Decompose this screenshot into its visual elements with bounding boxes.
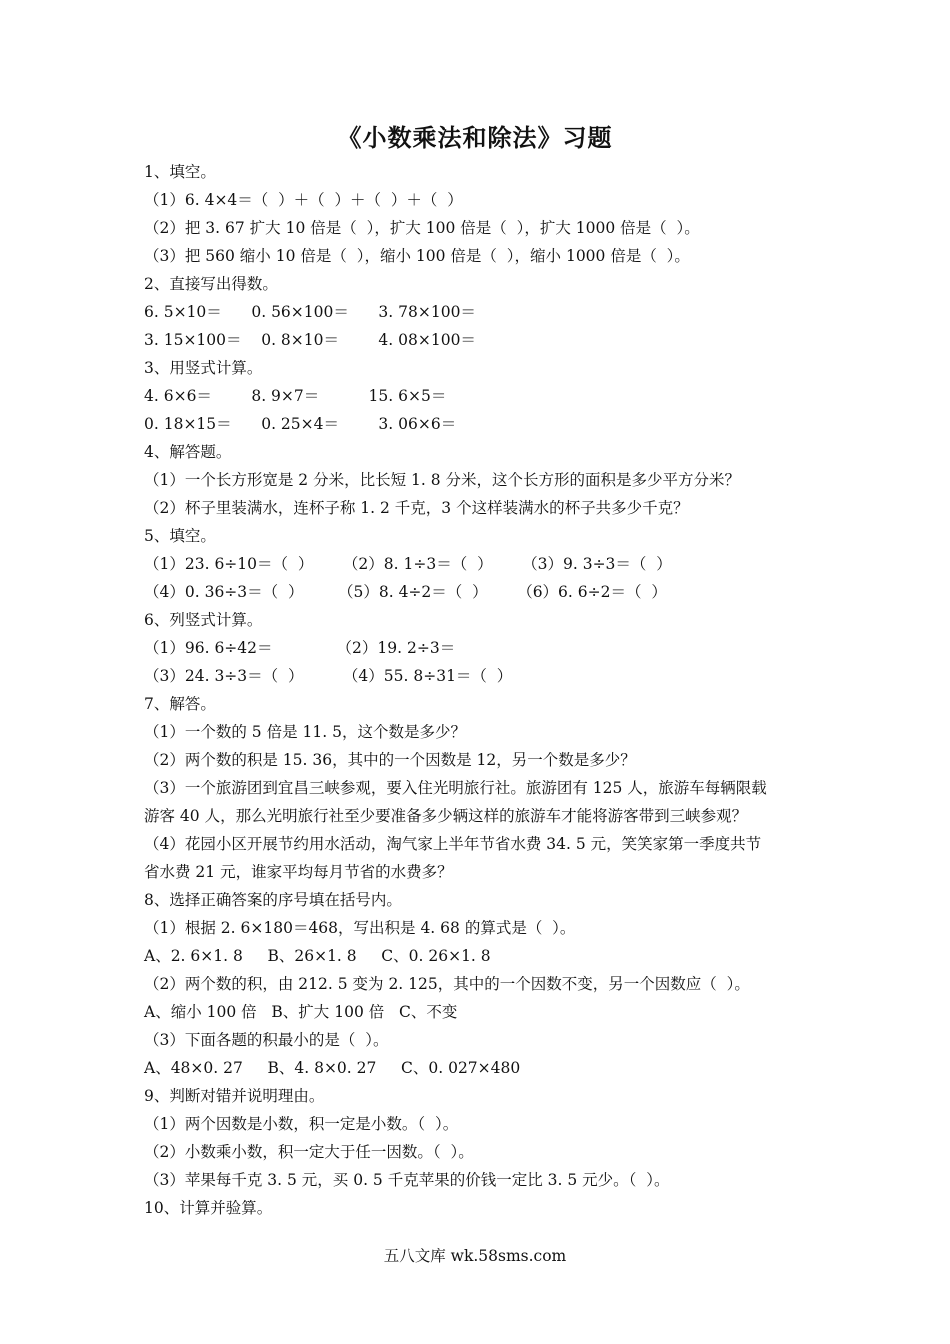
footer-watermark: 五八文库 wk.58sms.com	[383, 1247, 567, 1265]
section-heading: 10、计算并验算。	[144, 1199, 273, 1217]
question-line: （3）一个旅游团到宜昌三峡参观，要入住光明旅行社。旅游团有 125 人，旅游车每辆限载	[144, 779, 767, 797]
question-line: （1）两个因数是小数，积一定是小数。（ ）。	[144, 1115, 459, 1133]
section-heading: 5、填空。	[144, 527, 216, 545]
section-heading: 7、解答。	[144, 695, 216, 713]
section-heading: 8、选择正确答案的序号填在括号内。	[144, 891, 402, 909]
question-line: （2）两个数的积，由 212. 5 变为 2. 125，其中的一个因数不变，另一个因数应（ ）。	[144, 975, 750, 993]
question-line: （4）0. 36÷3＝（ ） （5）8. 4÷2＝（ ） （6）6. 6÷2＝（ ）	[144, 583, 667, 601]
section-heading: 6、列竖式计算。	[144, 611, 263, 629]
question-line: （1）根据 2. 6×180＝468，写出积是 4. 68 的算式是（ ）。	[144, 919, 576, 937]
section-heading: 3、用竖式计算。	[144, 359, 263, 377]
answer-options: A、2. 6×1. 8 B、26×1. 8 C、0. 26×1. 8	[144, 947, 491, 965]
question-line: （3）把 560 缩小 10 倍是（ ），缩小 100 倍是（ ），缩小 1000 倍是（ ）。	[144, 247, 690, 265]
page-title: 《小数乘法和除法》习题	[337, 123, 613, 152]
section-heading: 4、解答题。	[144, 443, 232, 461]
question-line: （3）24. 3÷3＝（ ） （4）55. 8÷31＝（ ）	[144, 667, 513, 685]
question-line: 省水费 21 元，谁家平均每月节省的水费多？	[144, 863, 453, 881]
question-line: （2）把 3. 67 扩大 10 倍是（ ），扩大 100 倍是（ ），扩大 1000 倍是（ ）。	[144, 219, 700, 237]
question-line: （1）96. 6÷42＝ （2）19. 2÷3＝	[144, 639, 456, 657]
question-line: 0. 18×15＝ 0. 25×4＝ 3. 06×6＝	[144, 415, 457, 433]
question-line: （4）花园小区开展节约用水活动，淘气家上半年节省水费 34. 5 元，笑笑家第一季度共节	[144, 835, 762, 853]
question-line: 游客 40 人，那么光明旅行社至少要准备多少辆这样的旅游车才能将游客带到三峡参观？	[144, 807, 748, 825]
answer-options: A、缩小 100 倍 B、扩大 100 倍 C、不变	[144, 1003, 458, 1021]
answer-options: A、48×0. 27 B、4. 8×0. 27 C、0. 027×480	[144, 1059, 521, 1077]
question-line: 3. 15×100＝ 0. 8×10＝ 4. 08×100＝	[144, 331, 476, 349]
question-line: （1）23. 6÷10＝（ ） （2）8. 1÷3＝（ ） （3）9. 3÷3＝（ ）	[144, 555, 672, 573]
section-heading: 2、直接写出得数。	[144, 275, 278, 293]
exercise-body	[144, 158, 824, 1222]
question-line: （2）杯子里装满水，连杯子称 1. 2 千克，3 个这样装满水的杯子共多少千克？	[144, 499, 689, 517]
section-heading: 1、填空。	[144, 163, 216, 181]
question-line: 6. 5×10＝ 0. 56×100＝ 3. 78×100＝	[144, 303, 476, 321]
section-heading: 9、判断对错并说明理由。	[144, 1087, 325, 1105]
question-line: （2）小数乘小数，积一定大于任一因数。（ ）。	[144, 1143, 474, 1161]
question-line: （1）6. 4×4＝（ ）＋（ ）＋（ ）＋（ ）	[144, 191, 463, 209]
question-line: 4. 6×6＝ 8. 9×7＝ 15. 6×5＝	[144, 387, 447, 405]
question-line: （3）苹果每千克 3. 5 元，买 0. 5 千克苹果的价钱一定比 3. 5 元少。（ ）。	[144, 1171, 670, 1189]
question-line: （1）一个长方形宽是 2 分米，比长短 1. 8 分米，这个长方形的面积是多少平方分米？	[144, 471, 741, 489]
question-line: （3）下面各题的积最小的是（ ）。	[144, 1031, 389, 1049]
question-line: （2）两个数的积是 15. 36，其中的一个因数是 12，另一个数是多少？	[144, 751, 636, 769]
question-line: （1）一个数的 5 倍是 11. 5，这个数是多少？	[144, 723, 466, 741]
